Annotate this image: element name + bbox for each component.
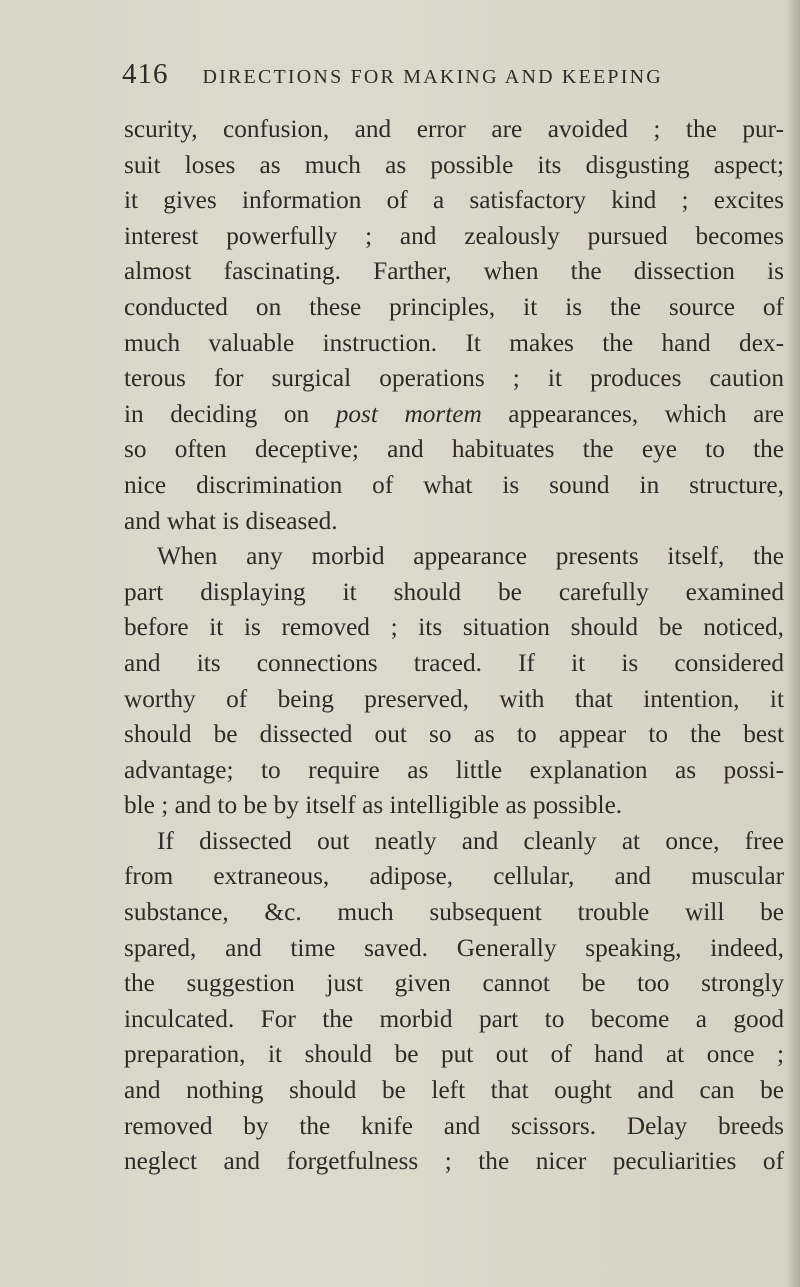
text-line: ble ; and to be by itself as intelligible as possible. xyxy=(124,791,623,820)
text-line: conducted on these principles, it is the source of xyxy=(124,292,784,321)
text-line xyxy=(124,397,784,433)
text-line: from extraneous, adipose, cellular, and muscular xyxy=(124,862,784,891)
body-text xyxy=(124,112,784,1180)
text-line: so often deceptive; and habituates the eye to the xyxy=(124,435,784,464)
text-line: it gives information of a satisfactory kind ; excites xyxy=(124,186,784,215)
text-line: almost fascinating. Farther, when the dissection is xyxy=(124,257,784,286)
text-line: scurity, confusion, and error are avoided ; the pur- xyxy=(124,115,784,143)
text-line: nice discrimination of what is sound in structure, xyxy=(124,470,784,499)
text-line: preparation, it should be put out of hand at once ; xyxy=(124,1040,784,1069)
text-line: and what is diseased. xyxy=(124,506,338,535)
text-line: neglect and forgetfulness ; the nicer peculiarities of xyxy=(124,1147,784,1176)
running-title: DIRECTIONS FOR MAKING AND KEEPING xyxy=(202,66,663,88)
page-number: 416 xyxy=(122,58,169,90)
text-line: and its connections traced. If it is considered xyxy=(124,648,784,677)
text-line: spared, and time saved. Generally speaking, indeed, xyxy=(124,933,784,962)
italic-run: post mortem xyxy=(335,399,482,428)
text-line: should be dissected out so as to appear to the best xyxy=(124,720,784,749)
text-run: appearances, which are xyxy=(481,399,784,428)
text-line: terous for surgical operations ; it produces caution xyxy=(124,364,784,393)
running-header xyxy=(122,58,782,91)
text-line: worthy of being preserved, with that intention, it xyxy=(124,684,784,713)
text-line: suit loses as much as possible its disgusting aspect; xyxy=(124,150,784,179)
text-line: interest powerfully ; and zealously pursued becomes xyxy=(124,221,784,250)
text-line: advantage; to require as little explanation as possi- xyxy=(124,755,784,784)
text-line: much valuable instruction. It makes the hand dex- xyxy=(124,328,784,357)
text-line: before it is removed ; its situation should be noticed, xyxy=(124,613,784,642)
text-line: part displaying it should be carefully examined xyxy=(124,577,784,606)
text-line: If dissected out neatly and cleanly at once, free xyxy=(157,826,784,855)
text-line: the suggestion just given cannot be too strongly xyxy=(124,969,784,998)
text-run: in deciding on xyxy=(124,399,336,428)
text-line: removed by the knife and scissors. Delay breeds xyxy=(124,1111,784,1140)
page-edge-shadow xyxy=(786,0,800,1287)
text-line: and nothing should be left that ought and can be xyxy=(124,1076,784,1105)
text-line: inculcated. For the morbid part to become a good xyxy=(124,1004,784,1033)
text-line: When any morbid appearance presents itself, the xyxy=(157,542,784,571)
text-line: substance, &c. much subsequent trouble will be xyxy=(124,898,784,927)
